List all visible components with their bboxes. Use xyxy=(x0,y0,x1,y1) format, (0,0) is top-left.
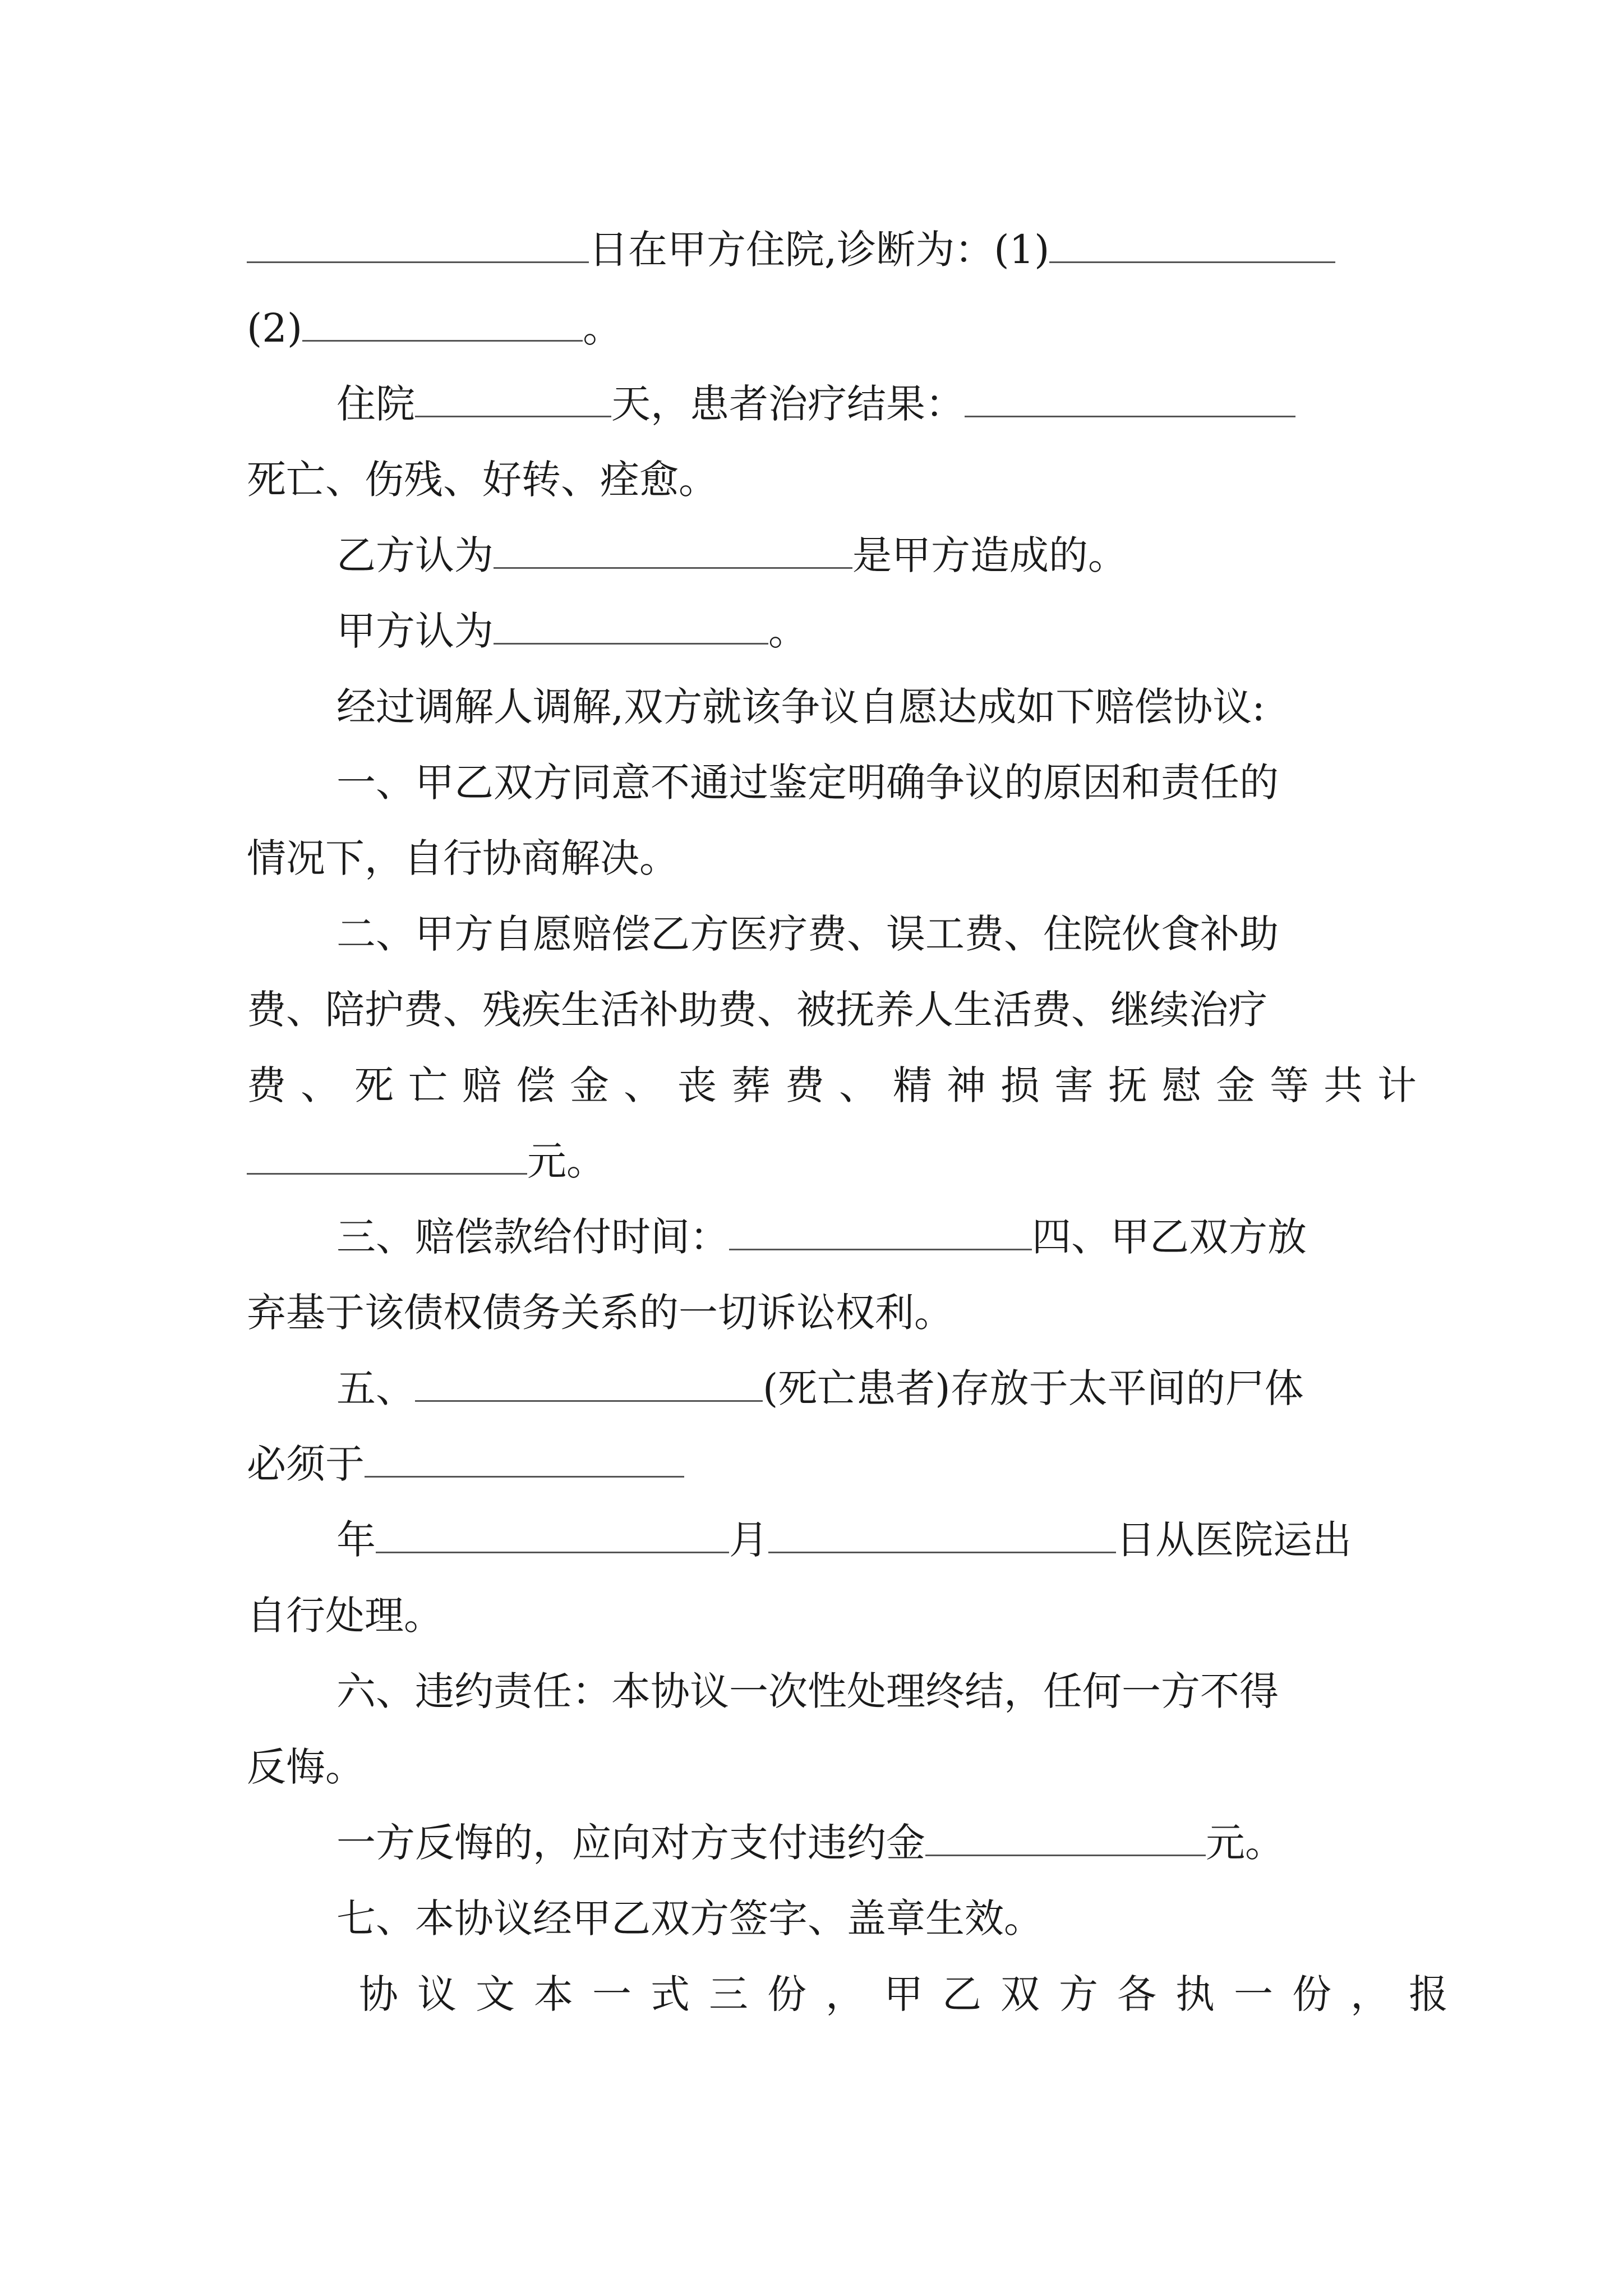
text-line-9 xyxy=(247,827,1380,889)
line-text: 。 xyxy=(583,305,623,351)
text-line-19 xyxy=(247,1585,1380,1646)
text-line-12 xyxy=(247,1055,1431,1116)
line-text: 必须于 xyxy=(247,1441,365,1487)
line-text: 一、甲乙双方同意不通过鉴定明确争议的原因和责任的 xyxy=(336,760,1279,806)
line-text: 四、甲乙双方放 xyxy=(1032,1214,1307,1260)
text-line-1 xyxy=(247,219,1380,280)
line-text: 情况下，自行协商解决。 xyxy=(247,835,679,881)
line-text: 弃基于该债权债务关系的一切诉讼权利。 xyxy=(247,1290,953,1336)
text-line-6 xyxy=(336,600,1380,662)
line-text: 是甲方造成的。 xyxy=(852,532,1127,578)
line-text: 费、死亡赔偿金、丧葬费、精神损害抚慰金等共计 xyxy=(247,1062,1431,1108)
line-text: 七、本协议经甲乙双方签字、盖章生效。 xyxy=(336,1895,1043,1941)
line-text: 费、陪护费、残疾生活补助费、被抚养人生活费、继续治疗 xyxy=(247,987,1267,1033)
blank-line xyxy=(302,301,583,342)
line-text: 月 xyxy=(729,1517,768,1563)
text-line-20 xyxy=(336,1660,1380,1722)
text-line-11 xyxy=(247,979,1380,1041)
line-text: 天，患者治疗结果： xyxy=(611,381,965,427)
text-line-4 xyxy=(247,449,1380,510)
blank-line xyxy=(494,528,852,569)
blank-line xyxy=(415,1361,763,1402)
blank-line xyxy=(247,1134,527,1175)
text-line-14 xyxy=(336,1206,1380,1268)
line-text: 二、甲方自愿赔偿乙方医疗费、误工费、住院伙食补助 xyxy=(336,911,1279,957)
blank-line xyxy=(768,1512,1116,1553)
blank-line xyxy=(365,1437,684,1478)
text-line-18 xyxy=(336,1509,1380,1571)
line-text: 协议文本一式三份，甲乙双方各执一份，报 xyxy=(359,1971,1467,2017)
blank-line xyxy=(925,1815,1206,1856)
text-line-16 xyxy=(336,1358,1380,1419)
line-text: (2) xyxy=(247,305,303,351)
text-line-10 xyxy=(336,903,1380,965)
line-text: (死亡患者)存放于太平间的尸体 xyxy=(763,1365,1304,1411)
line-text: 自行处理。 xyxy=(247,1593,443,1639)
line-text: 元。 xyxy=(1206,1820,1284,1866)
blank-line xyxy=(494,604,768,645)
blank-line xyxy=(965,376,1295,417)
line-text: 元。 xyxy=(527,1138,606,1184)
line-text: 死亡、伤残、好转、痊愈。 xyxy=(247,457,718,503)
line-text: 乙方认为 xyxy=(336,532,494,578)
blank-line xyxy=(247,222,589,263)
line-text: 五、 xyxy=(336,1365,415,1411)
text-line-22 xyxy=(336,1812,1380,1874)
line-text: 日从医院运出 xyxy=(1116,1517,1352,1563)
blank-line xyxy=(376,1512,729,1553)
text-line-2 xyxy=(247,297,1380,359)
text-line-15 xyxy=(247,1282,1380,1343)
text-line-13 xyxy=(247,1130,1380,1192)
line-text: 住院 xyxy=(336,381,415,427)
text-line-23 xyxy=(336,1888,1380,1949)
line-text: 日在甲方住院,诊断为：(1) xyxy=(589,227,1050,273)
text-line-5 xyxy=(336,524,1380,586)
line-text: 一方反悔的，应向对方支付违约金 xyxy=(336,1820,925,1866)
text-line-24 xyxy=(359,1963,1467,2025)
line-text: 。 xyxy=(768,608,808,654)
line-text: 年 xyxy=(336,1517,376,1563)
blank-line xyxy=(1049,222,1335,263)
blank-line xyxy=(729,1209,1032,1250)
line-text: 三、赔偿款给付时间： xyxy=(336,1214,729,1260)
line-text: 六、违约责任：本协议一次性处理终结，任何一方不得 xyxy=(336,1668,1279,1714)
text-line-17 xyxy=(247,1433,1380,1495)
text-line-7 xyxy=(336,676,1380,738)
text-line-21 xyxy=(247,1736,1380,1798)
text-line-3 xyxy=(336,373,1380,435)
text-line-8 xyxy=(336,752,1380,813)
blank-line xyxy=(415,376,611,417)
line-text: 反悔。 xyxy=(247,1744,365,1790)
line-text: 甲方认为 xyxy=(336,608,494,654)
line-text: 经过调解人调解,双方就该争议自愿达成如下赔偿协议: xyxy=(336,684,1265,730)
